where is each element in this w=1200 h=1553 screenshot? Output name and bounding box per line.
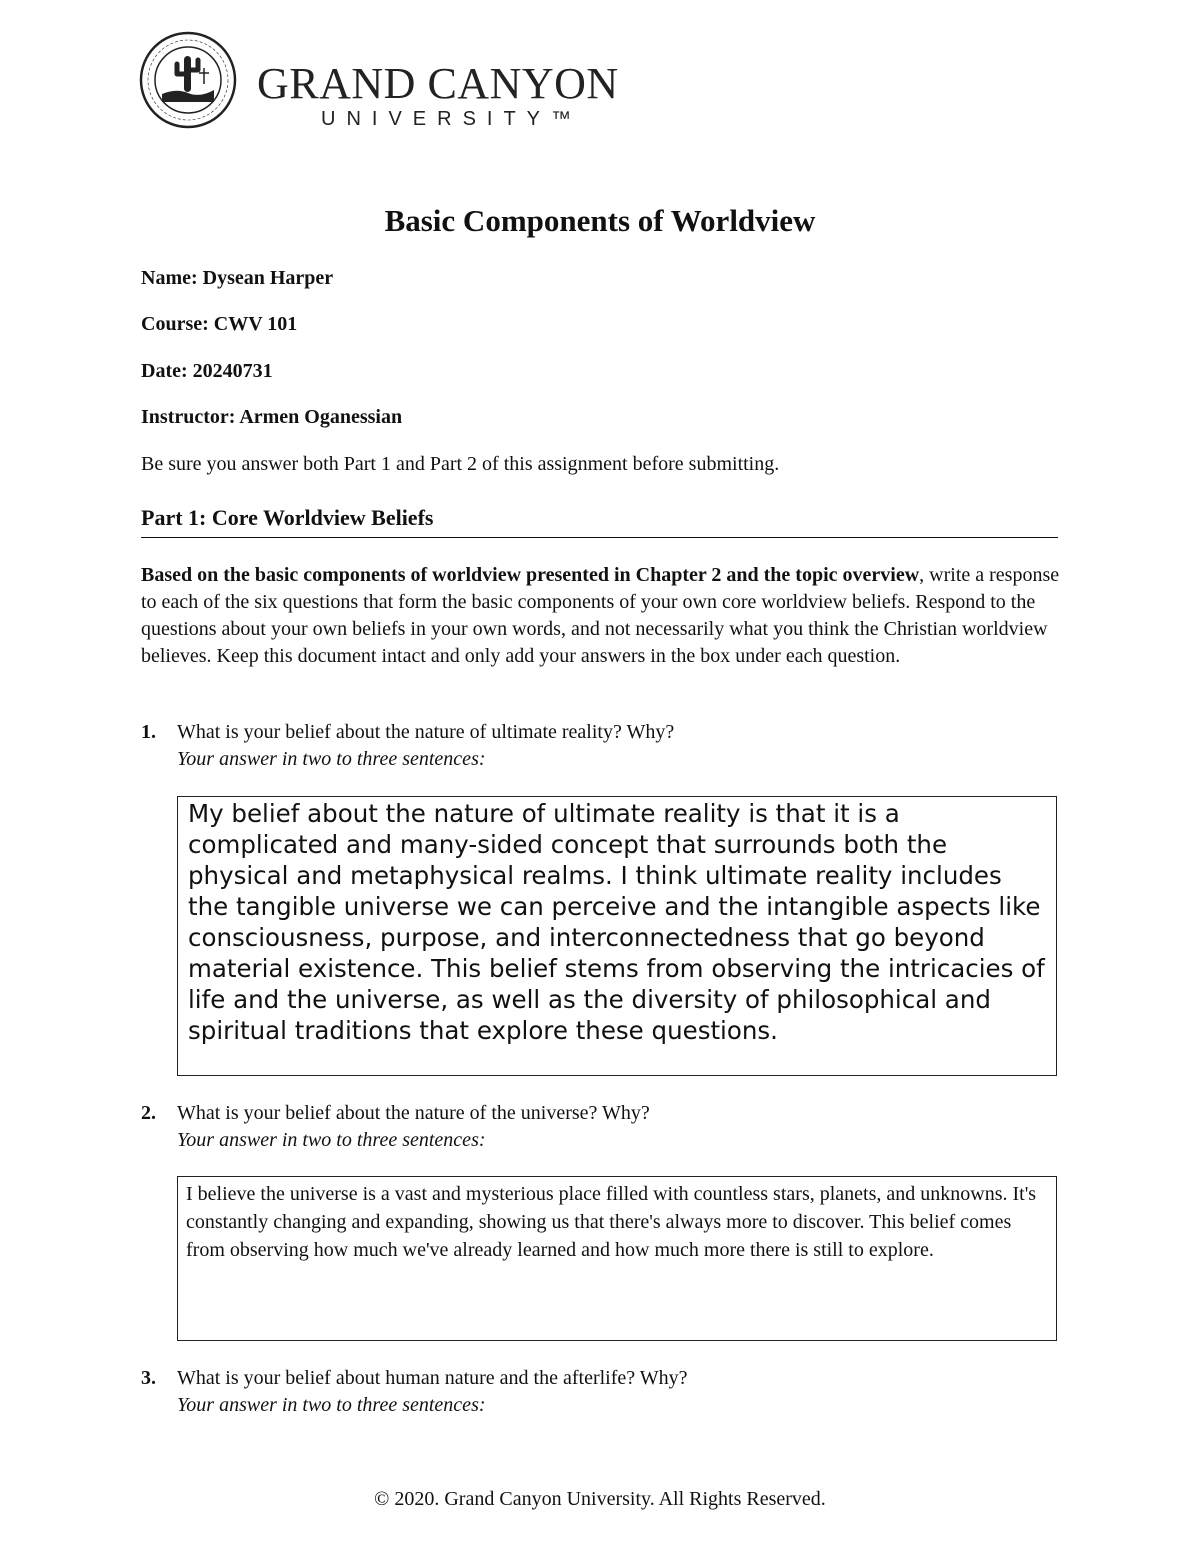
instructor-line: Instructor: Armen Oganessian: [141, 406, 403, 428]
answer-box-2[interactable]: [177, 1176, 1057, 1341]
answer-1-text: My belief about the nature of ultimate reality is that it is a complicated and many-sided concept that surrounds both the physical and metaphysical realms. I think ultimate reality includes the tangible universe we can perceive and the intangible aspects like consciousness, purpose, and interconnectedness that go beyond material existence. This belief stems from observing the intricacies of life and the universe, as well as the diversity of philosophical and spiritual traditions that explore these questions.: [188, 799, 1045, 1045]
logo-subtitle: UNIVERSITY™: [321, 108, 583, 130]
question-2-text: What is your belief about the nature of the universe? Why?: [177, 1102, 650, 1124]
question-3-number: 3.: [141, 1367, 156, 1389]
date-line: Date: 20240731: [141, 360, 273, 382]
part-1-heading: Part 1: Core Worldview Beliefs: [141, 505, 1058, 538]
answer-box-1[interactable]: [177, 796, 1057, 1076]
copyright-footer: © 2020. Grand Canyon University. All Rights Reserved.: [374, 1488, 826, 1510]
course-line: Course: CWV 101: [141, 313, 298, 335]
student-name: Name: Dysean Harper: [141, 267, 334, 289]
logo-name: GRAND CANYON: [257, 59, 619, 108]
question-1-hint: Your answer in two to three sentences:: [177, 748, 486, 770]
question-2-number: 2.: [141, 1102, 156, 1124]
submission-note: Be sure you answer both Part 1 and Part 2 of this assignment before submitting.: [141, 453, 780, 475]
answer-2-text: I believe the universe is a vast and mysterious place filled with countless stars, planets, and unknowns. It's constantly changing and expanding, showing us that there's always more to discover. This belief comes from observing how much we've already learned and how much more there is still to explore.: [186, 1183, 1037, 1261]
document-title: Basic Components of Worldview: [384, 203, 816, 238]
part-1-instructions: [141, 562, 1071, 670]
question-1-number: 1.: [141, 721, 156, 743]
question-3-hint: Your answer in two to three sentences:: [177, 1394, 486, 1416]
gcu-seal-icon: [138, 30, 238, 130]
question-1-text: What is your belief about the nature of ultimate reality? Why?: [177, 721, 675, 743]
university-logo: [138, 30, 618, 130]
question-2-hint: Your answer in two to three sentences:: [177, 1129, 486, 1151]
instructions-bold: Based on the basic components of worldview presented in Chapter 2 and the topic overview: [141, 564, 920, 586]
instructions-text: , write a response to each of the six questions that form the basic components of your own core worldview beliefs. Respond to the questions about your own beliefs in your own words, and not necessarily what you think the Christian worldview believes. Keep this document intact and only add your answers in the box under each question.: [141, 564, 1060, 667]
question-3-text: What is your belief about human nature and the afterlife? Why?: [177, 1367, 688, 1389]
